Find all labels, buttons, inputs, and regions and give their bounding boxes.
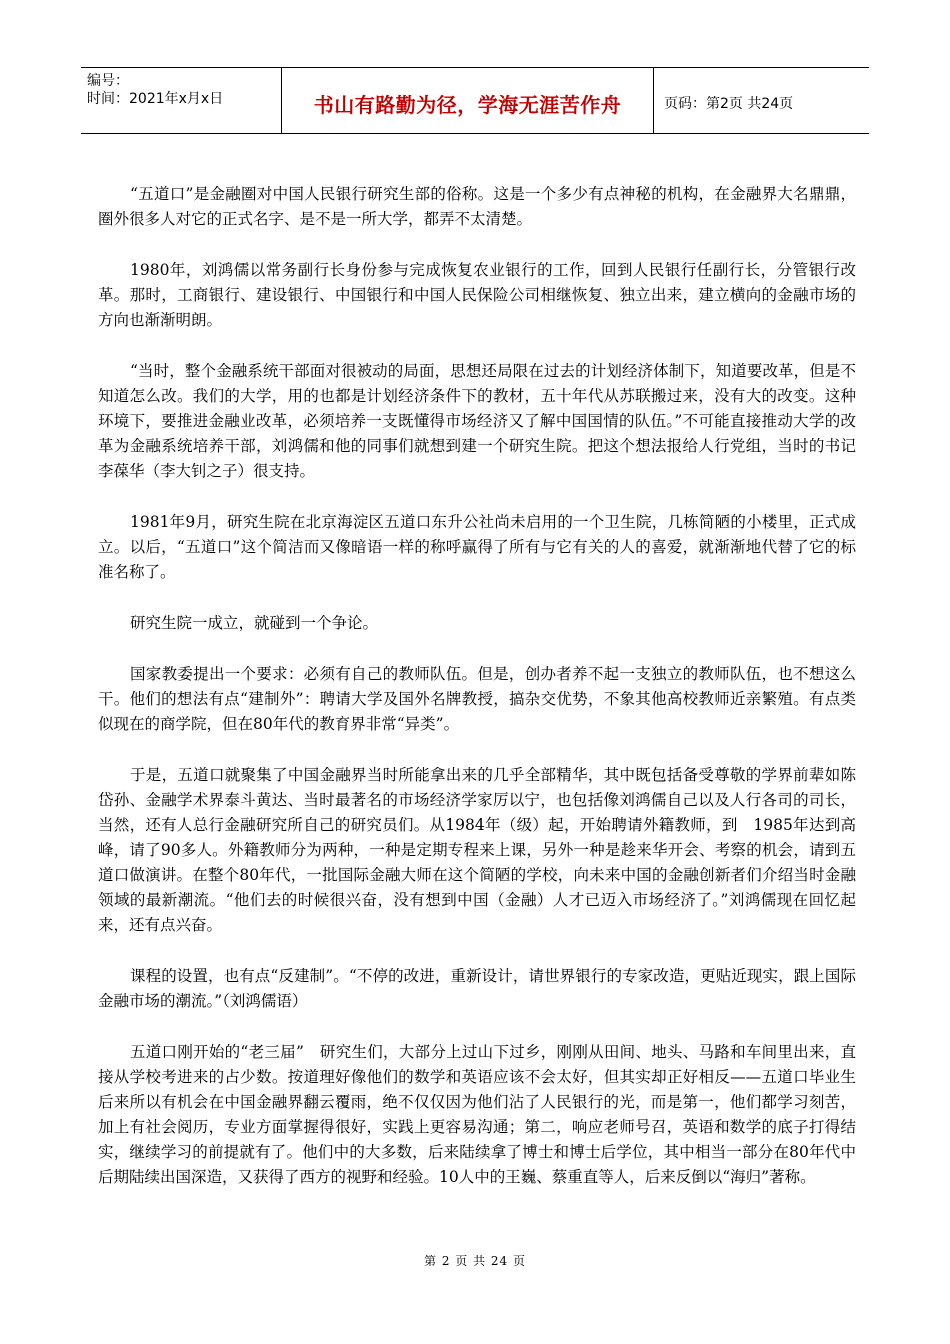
paragraph: “五道口”是金融圈对中国人民银行研究生部的俗称。这是一个多少有点神秘的机构，在金融界大名鼎鼎，圈外很多人对它的正式名字、是不是一所大学，都弄不太清楚。 (98, 185, 856, 228)
paragraph: 课程的设置，也有点“反建制”。“不停的改进，重新设计，请世界银行的专家改造，更贴近现实，跟上国际金融市场的潮流。”（刘鸿儒语） (98, 967, 856, 1010)
header-page-info: 页码：第2页 共24页 (664, 95, 794, 112)
document-body (98, 182, 856, 1216)
paragraph: “当时，整个金融系统干部面对很被动的局面，思想还局限在过去的计划经济体制下，知道要改革，但是不知道怎么改。我们的大学，用的也都是计划经济条件下的教材，五十年代从苏联搬过来，没有大的改变。这种环境下，要推进金融业改革，必须培养一支既懂得市场经济又了解中国国情的队伍。”不可能直接推动大学的改革为金融系统培养干部，刘鸿儒和他的同事们就想到建一个研究生院。把这个想法报给人行党组，当时的书记李葆华（李大钊之子）很支持。 (98, 362, 856, 480)
header-motto: 书山有路勤为径，学海无涯苦作舟 (282, 68, 654, 133)
paragraph: 研究生院一成立，就碰到一个争论。 (130, 614, 379, 632)
page-footer: 第 2 页 共 24 页 (424, 1254, 526, 1268)
paragraph: 1980年，刘鸿儒以常务副行长身份参与完成恢复农业银行的工作，回到人民银行任副行长，分管银行改革。那时，工商银行、建设银行、中国银行和中国人民保险公司相继恢复、独立出来，建立横向的金融市场的方向也渐渐明朗。 (98, 261, 856, 329)
paragraph: 1981年9月，研究生院在北京海淀区五道口东升公社尚未启用的一个卫生院，几栋简陋的小楼里，正式成立。以后，“五道口”这个简洁而又像暗语一样的称呼赢得了所有与它有关的人的喜爱，就渐渐地代替了它的标准名称了。 (98, 513, 856, 581)
paragraph: 国家教委提出一个要求：必须有自己的教师队伍。但是，创办者养不起一支独立的教师队伍，也不想这么干。他们的想法有点“建制外”：聘请大学及国外名牌教授，搞杂交优势，不象其他高校教师近亲繁殖。有点类似现在的商学院，但在80年代的教育界非常“异类”。 (98, 665, 856, 733)
paragraph: 于是，五道口就聚集了中国金融界当时所能拿出来的几乎全部精华，其中既包括备受尊敬的学界前辈如陈岱孙、金融学术界泰斗黄达、当时最著名的市场经济学家厉以宁，也包括像刘鸿儒自己以及人行各司的司长，当然，还有人总行金融研究所自己的研究员们。从1984年（级）起，开始聘请外籍教师，到 1985年达到高峰，请了90多人。外籍教师分为两种，一种是定期专程来上课，另外一种是趁来华开会、考察的机会，请到五道口做演讲。在整个80年代，一批国际金融大师在这个简陋的学校，向未来中国的金融创新者们介绍当时金融领域的最新潮流。“他们去的时候很兴奋，没有想到中国（金融）人才已迈入市场经济了。”刘鸿儒现在回忆起来，还有点兴奋。 (98, 766, 856, 934)
number-label: 编号： (87, 73, 129, 89)
header-meta (81, 68, 282, 133)
paragraph: 五道口刚开始的“老三届” 研究生们，大部分上过山下过乡，刚刚从田间、地头、马路和车间里出来，直接从学校考进来的占少数。按道理好像他们的数学和英语应该不会太好，但其实却正好相反——五道口毕业生后来所以有机会在中国金融界翻云覆雨，绝不仅仅因为他们沾了人民银行的光，而是第一，他们都学习刻苦，加上有社会阅历，专业方面掌握得很好，实践上更容易沟通；第二，响应老师号召，英语和数学的底子打得结实，继续学习的前提就有了。他们中的大多数，后来陆续拿了博士和博士后学位，其中相当一部分在80年代中后期陆续出国深造，又获得了西方的视野和经验。10人中的王巍、蔡重直等人，后来反倒以“海归”著称。 (98, 1043, 856, 1186)
date-label: 时间：2021年x月x日 (87, 91, 224, 107)
page-header (81, 67, 869, 134)
